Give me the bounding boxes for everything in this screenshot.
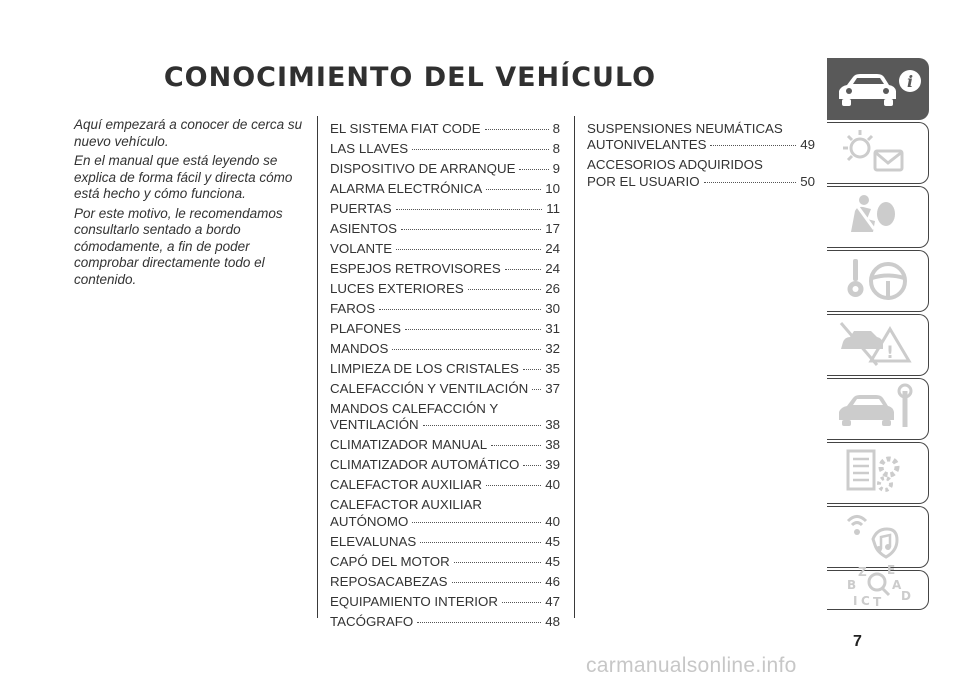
toc-page-number: 8: [552, 121, 560, 136]
toc-entry[interactable]: [330, 594, 560, 610]
leader-dots: [412, 149, 548, 150]
toc-entry-title: ELEVALUNAS: [330, 533, 417, 549]
toc-row: [330, 241, 560, 257]
toc-row: [330, 361, 560, 377]
leader-dots: [452, 582, 542, 583]
toc-entry[interactable]: [330, 161, 560, 177]
toc-entry-title: PLAFONES: [330, 321, 401, 336]
toc-row: [330, 437, 560, 453]
toc-row: [330, 141, 560, 157]
tab-alphabetical-index[interactable]: [827, 563, 929, 610]
leader-dots: [704, 182, 797, 183]
tab-warning-lights[interactable]: [827, 122, 929, 184]
toc-entry-title: CLIMATIZADOR MANUAL: [330, 437, 488, 453]
toc-row: [330, 514, 560, 530]
toc-entry-title: AUTONIVELANTES: [587, 137, 707, 153]
toc-row: [330, 381, 560, 397]
toc-entry-title: SUSPENSIONES NEUMÁTICAS: [587, 121, 783, 136]
intro-text: [74, 117, 306, 291]
toc-row: [330, 181, 560, 197]
intro-paragraph: En el manual que está leyendo se explica de forma fácil y directa cómo está hecho y cómo funciona.: [74, 153, 293, 201]
toc-entry[interactable]: [587, 121, 815, 154]
index-letter: B: [847, 578, 857, 592]
toc-entry-title: LUCES EXTERIORES: [330, 281, 464, 296]
toc-entry[interactable]: [330, 201, 560, 217]
toc-entry[interactable]: [330, 457, 560, 473]
toc-page-number: 37: [545, 381, 560, 396]
leader-dots: [532, 389, 541, 390]
car-info-icon: [827, 59, 928, 119]
leader-dots: [396, 209, 543, 210]
toc-page-number: 8: [552, 141, 560, 156]
toc-entry[interactable]: [330, 121, 560, 137]
toc-page-number: 50: [800, 173, 815, 189]
toc-entry-title: CLIMATIZADOR AUTOMÁTICO: [330, 457, 520, 473]
toc-entry-title: POR EL USUARIO: [587, 173, 700, 189]
tab-car-info[interactable]: [827, 58, 929, 120]
technical-data-icon: [827, 443, 928, 503]
toc-row: [330, 534, 560, 550]
toc-page-number: 48: [545, 613, 560, 629]
leader-dots: [710, 145, 796, 146]
toc-row: [330, 261, 560, 277]
intro-paragraph: Por este motivo, le recomendamos consultarlo sentado a bordo cómodamente, a fin de poder comprobar directamente todo el contenido.: [74, 205, 283, 287]
toc-row: [330, 457, 560, 473]
toc-entry-title: ESPEJOS RETROVISORES: [330, 261, 501, 276]
toc-entry-title: AUTÓNOMO: [330, 513, 409, 529]
toc-entry-title: VOLANTE: [330, 241, 393, 256]
toc-entry[interactable]: [330, 361, 560, 377]
toc-entry[interactable]: [330, 241, 560, 257]
seatbelt-airbag-icon: [827, 187, 928, 247]
toc-row: [330, 121, 560, 137]
toc-entry-title: DISPOSITIVO DE ARRANQUE: [330, 161, 516, 176]
toc-row: [330, 301, 560, 317]
toc-page-number: 9: [552, 161, 560, 176]
toc-page-number: 38: [545, 437, 560, 453]
leader-dots: [523, 465, 541, 466]
toc-row: [330, 161, 560, 177]
leader-dots: [417, 622, 541, 623]
leader-dots: [519, 169, 548, 170]
toc-page-number: 24: [545, 241, 560, 256]
toc-entry-title: ASIENTOS: [330, 221, 397, 236]
toc-page-number: 26: [545, 281, 560, 296]
toc-page-number: 45: [545, 533, 560, 549]
toc-column-1: [330, 121, 560, 634]
leader-dots: [486, 485, 541, 486]
toc-entry-title: CAPÓ DEL MOTOR: [330, 553, 450, 569]
leader-dots: [523, 369, 541, 370]
svg-text:!: !: [886, 343, 894, 363]
toc-row: [330, 614, 560, 630]
index-letter: E: [887, 563, 896, 577]
toc-entry[interactable]: [330, 141, 560, 157]
toc-row: [330, 477, 560, 493]
leader-dots: [485, 129, 549, 130]
leader-dots: [379, 309, 541, 310]
alphabetical-index-icon: [827, 563, 928, 609]
tab-maintenance[interactable]: [827, 378, 929, 440]
toc-entry[interactable]: [330, 554, 560, 570]
leader-dots: [491, 445, 541, 446]
toc-entry-title: ALARMA ELECTRÓNICA: [330, 181, 483, 196]
leader-dots: [423, 425, 542, 426]
tab-technical-data[interactable]: [827, 442, 929, 504]
toc-entry[interactable]: [330, 281, 560, 297]
toc-entry[interactable]: [330, 574, 560, 590]
toc-page-number: 24: [545, 261, 560, 276]
leader-dots: [405, 329, 541, 330]
toc-entry[interactable]: [330, 497, 560, 530]
toc-row: [330, 221, 560, 237]
tab-emergency[interactable]: [827, 314, 929, 376]
toc-page-number: 30: [545, 301, 560, 316]
leader-dots: [392, 349, 541, 350]
toc-page-number: 47: [545, 593, 560, 609]
toc-entry[interactable]: [330, 534, 560, 550]
toc-entry-title: ACCESORIOS ADQUIRIDOS: [587, 157, 763, 173]
toc-page-number: 40: [545, 477, 560, 493]
toc-entry[interactable]: [587, 157, 815, 190]
toc-entry[interactable]: [330, 221, 560, 237]
leader-dots: [505, 269, 542, 270]
toc-row: [330, 341, 560, 357]
toc-entry-title: CALEFACCIÓN Y VENTILACIÓN: [330, 381, 529, 396]
toc-page-number: 17: [545, 221, 560, 236]
toc-entry-title: REPOSACABEZAS: [330, 573, 448, 589]
leader-dots: [486, 189, 541, 190]
leader-dots: [454, 562, 542, 563]
toc-entry[interactable]: [330, 301, 560, 317]
tab-safety[interactable]: [827, 186, 929, 248]
multimedia-icon: [827, 507, 928, 567]
toc-row: [587, 174, 815, 190]
toc-column-2: [587, 121, 815, 194]
toc-entry[interactable]: [330, 437, 560, 453]
toc-page-number: 35: [545, 361, 560, 376]
toc-page-number: 11: [546, 201, 560, 216]
toc-entry[interactable]: [330, 381, 560, 397]
leader-dots: [502, 602, 541, 603]
key-steering-wheel-icon: [827, 251, 928, 311]
toc-entry-title: TACÓGRAFO: [330, 613, 414, 629]
toc-entry-title: MANDOS: [330, 341, 389, 356]
warning-lights-icon: [827, 123, 928, 183]
intro-paragraph: Aquí empezará a conocer de cerca su nuevo vehículo.: [74, 117, 303, 149]
leader-dots: [401, 229, 541, 230]
toc-page-number: 46: [545, 573, 560, 589]
toc-entry[interactable]: [330, 341, 560, 357]
toc-entry-title: LIMPIEZA DE LOS CRISTALES: [330, 361, 519, 376]
toc-entry-title: VENTILACIÓN: [330, 417, 419, 433]
toc-entry-title: EQUIPAMIENTO INTERIOR: [330, 593, 498, 609]
toc-entry[interactable]: [330, 261, 560, 277]
toc-page-number: 32: [545, 341, 560, 356]
page-title: CONOCIMIENTO DEL VEHÍCULO: [163, 62, 657, 93]
toc-row: [330, 281, 560, 297]
tab-starting-driving[interactable]: [827, 250, 929, 312]
toc-entry-title: CALEFACTOR AUXILIAR: [330, 497, 482, 513]
toc-page-number: 38: [545, 417, 560, 433]
toc-page-number: 49: [800, 137, 815, 153]
index-letter: Z: [858, 565, 867, 579]
index-letter: C: [861, 594, 870, 608]
toc-row: [330, 554, 560, 570]
toc-row: [330, 321, 560, 337]
toc-entry-title: FAROS: [330, 301, 376, 316]
toc-entry-title: CALEFACTOR AUXILIAR: [330, 477, 482, 493]
toc-page-number: 45: [545, 553, 560, 569]
toc-page-number: 40: [545, 513, 560, 529]
toc-entry[interactable]: [330, 477, 560, 493]
toc-entry[interactable]: [330, 614, 560, 630]
toc-entry-title: LAS LLAVES: [330, 141, 409, 156]
emergency-triangle-icon: [827, 315, 928, 375]
toc-page-number: 39: [545, 457, 560, 473]
index-letter: D: [901, 589, 911, 603]
column-divider: [574, 116, 575, 618]
leader-dots: [468, 289, 541, 290]
leader-dots: [412, 522, 541, 523]
toc-entry[interactable]: [330, 401, 560, 434]
car-maintenance-icon: [827, 379, 928, 439]
toc-row: [330, 417, 560, 433]
leader-dots: [396, 249, 541, 250]
leader-dots: [420, 542, 541, 543]
toc-page-number: 31: [545, 321, 560, 336]
index-letter: I: [853, 594, 858, 608]
toc-row: [330, 201, 560, 217]
toc-entry-title: EL SISTEMA FIAT CODE: [330, 121, 481, 136]
tab-multimedia[interactable]: [827, 506, 929, 568]
toc-entry[interactable]: [330, 181, 560, 197]
toc-entry[interactable]: [330, 321, 560, 337]
svg-text:i: i: [906, 72, 914, 91]
column-divider: [317, 116, 318, 618]
toc-entry-title: PUERTAS: [330, 201, 392, 216]
toc-row: [330, 574, 560, 590]
page-number: 7: [853, 633, 862, 650]
index-letter: A: [892, 578, 902, 592]
toc-page-number: 10: [545, 181, 560, 196]
toc-row: [330, 594, 560, 610]
index-letter: T: [873, 595, 882, 609]
toc-row: [587, 137, 815, 153]
watermark: carmanualsonline.info: [586, 654, 797, 677]
toc-entry-title: MANDOS CALEFACCIÓN Y: [330, 401, 499, 416]
